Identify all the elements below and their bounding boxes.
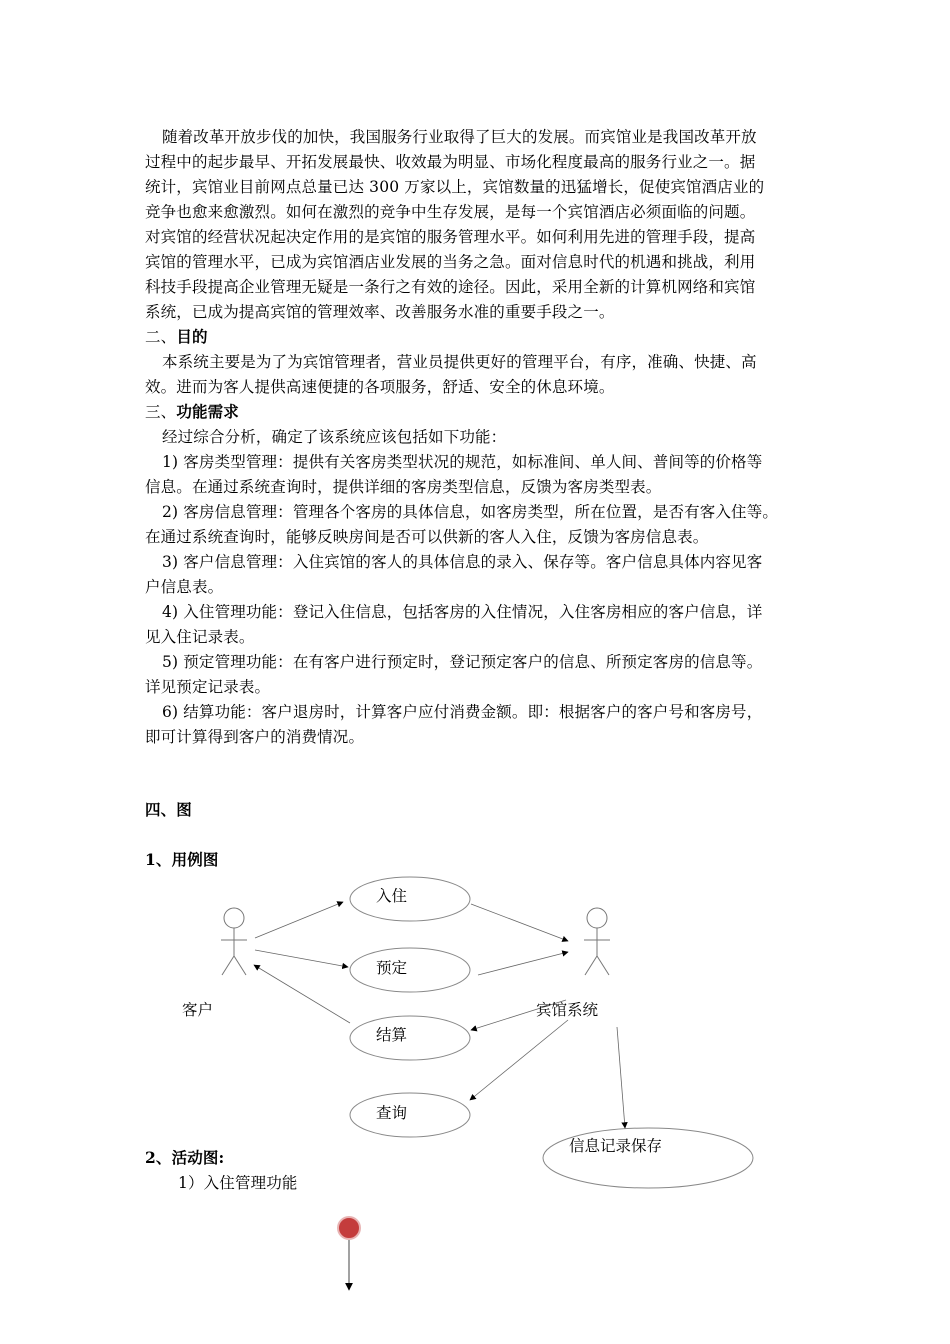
- usecase-reserve-ellipse: [350, 948, 470, 992]
- function-item-3-line-2: 户信息表。: [145, 578, 224, 596]
- arrow-customer-checkin: [255, 902, 343, 938]
- arrow-customer-reserve: [255, 950, 348, 967]
- arrow-settle-customer: [254, 965, 350, 1023]
- function-item-6-line-1: 6) 结算功能：客户退房时，计算客户应付消费金额。即：根据客户的客户号和客房号，: [162, 703, 763, 721]
- arrow-reserve-system: [478, 952, 568, 975]
- actor-system-label: 宾馆系统: [536, 1001, 599, 1019]
- arrow-system-record: [617, 1027, 625, 1128]
- usecase-subheading: 1、用例图: [145, 850, 219, 869]
- intro-line-2: 过程中的起步最早、开拓发展最快、收效最为明显、市场化程度最高的服务行业之一。据: [145, 153, 756, 171]
- function-item-2-line-2: 在通过系统查询时，能够反映房间是否可以供新的客人入住，反馈为客房信息表。: [145, 528, 709, 546]
- arrow-system-query: [470, 1020, 568, 1100]
- function-item-1-line-1: 1) 客房类型管理：提供有关客房类型状况的规范，如标准间、单人间、普间等的价格等: [162, 453, 763, 471]
- usecase-checkin-label: 入住: [376, 887, 408, 905]
- usecase-checkin-ellipse: [350, 877, 470, 921]
- function-item-4-line-2: 见入住记录表。: [145, 628, 255, 646]
- usecase-reserve-label: 预定: [376, 959, 408, 977]
- intro-line-4: 竞争也愈来愈激烈。如何在激烈的竞争中生存发展，是每一个宾馆酒店必须面临的问题。: [145, 203, 756, 221]
- activity-start-node: [338, 1217, 360, 1239]
- activity-item-1: 1）入住管理功能: [178, 1174, 298, 1192]
- arrow-checkin-system: [471, 904, 568, 941]
- intro-line-6: 宾馆的管理水平，已成为宾馆酒店业发展的当务之急。面对信息时代的机遇和挑战，利用: [145, 253, 756, 271]
- intro-line-5: 对宾馆的经营状况起决定作用的是宾馆的服务管理水平。如何利用先进的管理手段，提高: [145, 228, 756, 246]
- section3-heading-number: 三、: [145, 403, 177, 421]
- intro-line-1: 随着改革开放步伐的加快，我国服务行业取得了巨大的发展。而宾馆业是我国改革开放: [162, 128, 757, 146]
- section2-heading-text: 目的: [176, 327, 208, 346]
- actor-customer-label: 客户: [182, 1001, 214, 1019]
- function-item-6-line-2: 即可计算得到客户的消费情况。: [145, 728, 365, 746]
- usecase-query-label: 查询: [376, 1104, 408, 1122]
- function-item-3-line-1: 3) 客户信息管理：入住宾馆的客人的具体信息的录入、保存等。客户信息具体内容见客: [162, 553, 763, 571]
- intro-line-7: 科技手段提高企业管理无疑是一条行之有效的途径。因此，采用全新的计算机网络和宾馆: [145, 278, 756, 296]
- function-item-5-line-2: 详见预定记录表。: [145, 678, 271, 696]
- usecase-record-label: 信息记录保存: [569, 1137, 663, 1155]
- activity-subheading: 2、活动图:: [145, 1148, 225, 1167]
- actor-system-icon: [584, 908, 610, 975]
- usecase-query-ellipse: [350, 1093, 470, 1137]
- usecase-settle-ellipse: [350, 1016, 470, 1060]
- section4-heading: 四、图: [145, 800, 192, 819]
- intro-line-3: 统计，宾馆业目前网点总量已达 300 万家以上，宾馆数量的迅猛增长，促使宾馆酒店业的: [145, 178, 765, 196]
- function-item-1-line-2: 信息。在通过系统查询时，提供详细的客房类型信息，反馈为客房类型表。: [145, 478, 662, 496]
- section2-line-2: 效。进而为客人提供高速便捷的各项服务，舒适、安全的休息环境。: [145, 378, 615, 396]
- function-item-2-line-1: 2) 客房信息管理：管理各个客房的具体信息，如客房类型，所在位置，是否有客入住等。: [162, 503, 778, 521]
- function-item-5-line-1: 5) 预定管理功能：在有客户进行预定时，登记预定客户的信息、所预定客房的信息等。: [162, 653, 763, 671]
- section3-heading-text: 功能需求: [176, 402, 239, 421]
- function-item-4-line-1: 4) 入住管理功能：登记入住信息，包括客房的入住情况，入住客房相应的客户信息，详: [162, 603, 763, 621]
- section2-heading-number: 二、: [145, 328, 177, 346]
- intro-line-8: 系统，已成为提高宾馆的管理效率、改善服务水准的重要手段之一。: [145, 303, 615, 321]
- actor-customer-icon: [221, 908, 247, 975]
- section3-intro: 经过综合分析，确定了该系统应该包括如下功能：: [162, 428, 507, 446]
- usecase-settle-label: 结算: [376, 1026, 408, 1044]
- section2-line-1: 本系统主要是为了为宾馆管理者，营业员提供更好的管理平台，有序，准确、快捷、高: [162, 353, 757, 371]
